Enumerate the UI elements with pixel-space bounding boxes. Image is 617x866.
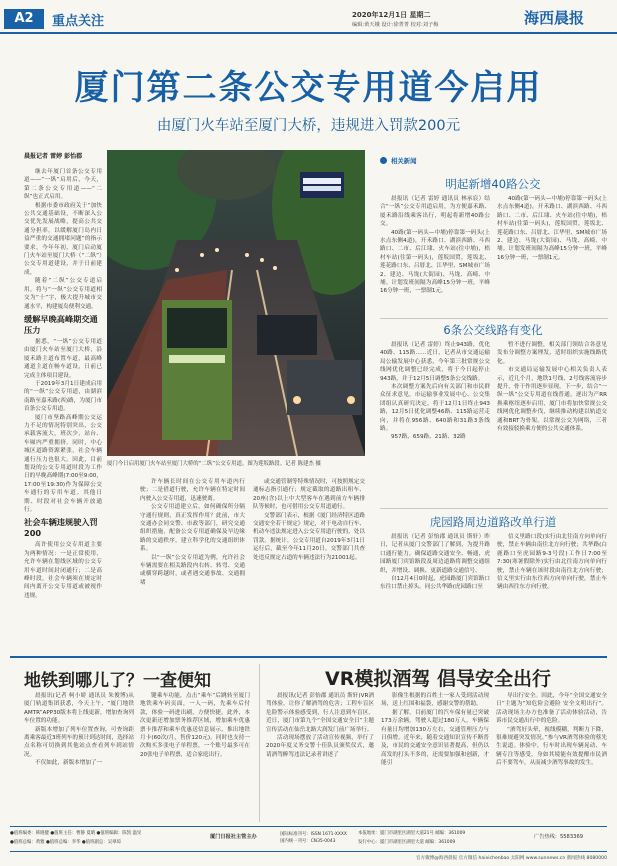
section-title: 重点关注 [52,14,105,29]
body-paragraph: 高许使用公交专用道主要为两种情况：一是正常使用，允许车辆在划线区域的公交专用车道时间封闭通行；二是高峰时段，社会车辆须在规定时间内离开公交专用道或被视作违规。 [24,542,102,599]
divider [380,508,608,509]
body-paragraph: 影像生根据的百姓士一家人受到活动现场，送上红围和福袋，感谢交警的帮助。 [381,693,489,708]
body-paragraph: 40路(第一码头—中埔)停靠第一码头(上水点东侧4道)，开禾路口、湖滨西路、斗西路口、二市、后江埭、火车站(往中埔)，梧村车站(往第一码头)，莲坂国贸，莲坂北、莲花路口东、吕厝北、江华里、SM城市广场2、建边、马垅(大街园)、马垅、高崎、中埔。计划发班间隔为高峰15分钟一班，平峰16分钟一班，一票制1元。 [497,196,607,261]
body-paragraph: 信义里路口段)实行由北往南方向单向行驶，禁止车辆由南往北方向行驶；共华路(白鹿路口至虎园路9-3号段)工作日7:00至7:30(寒暑假除外)实行由北往南方向单向行驶，禁止车辆在该时段由南往北方向行驶；信义里实行由东往西方向单向行驶，禁止车辆由西往东方向行驶。 [497,534,607,591]
body-paragraph: 暂不进行调整，相关部门领结合各意见发布分调整方案理发，适时组织实施线路优化。 [497,342,607,365]
body-paragraph: 厦门市坚路高峰期公交运力不足的情况特别突出，公交承载客流大，班次少，站台、车厢内严重拥挤。同时，中心城区道路资源紧张，社会车辆通行压力也很大。因此，目前划设的公交专用道时段为工作日的早晚高峰期(7:00至9:00，17:00至19:30)作为保障公交车通行的专用车道。其他日期、时段对社会车辆开放通行。 [24,414,102,514]
body-paragraph: 据悉，“一纵”公交专用道由厦门火车站至厦门大桥，沿厦禾路主道布置车道，最高峰通道主道在畅车道设，日前已完成主体项目建设。 [24,338,102,379]
header-rule [0,32,617,34]
body-paragraph: 交警部门表示，根据《厦门经济特区道路交通安全若干规定》规定，对于电动自行车、机动车违法规定进入公交专用道行驶的，处以罚款。据统计，公交专用道自2019年3月1日运行后，截至今年11月20日，交警部门共查处违反规定占道的车辆违法行为21001起。 [253,512,365,561]
body-paragraph: 公交专用道建立后，如何确保所分隔守通行规则，真正发挥作用？此前，市大交通办会同交警、市政等部门，研究交通组织措施，配备公交专用道确保及早边缘路的交通秩序，建立科学化的交通组织体系。 [140,504,245,553]
body-paragraph: 晨报讯（记者 彭怡郡 通讯员 斯轩）昨日，记者从厦门交警部门了解到，为提升路口通行能力，确保道路交通安全、畅通，虎园路厦门宾馆路段及周边道路将调整交通组织，并增设、调换、更新道路交通信号。 [380,534,490,574]
headline: 厦门第二条公交专用道今启用 [74,68,543,108]
page-header [0,0,617,34]
subhead: 缓解早晚高峰期交通压力 [24,313,98,335]
body-paragraph: 不仅如此，新版本增加了一 [35,760,103,767]
street-photo [107,150,365,456]
body-paragraph: 键乘车功能，点击“乘车”后跳转至厦门地铁乘车码页面，一人一码，先乘车后付款，体验一码进出刷，方便快捷。此外，本次更新还增加票务推荐区域，增加乘车优惠票卡推荐和乘车优惠送信息展示，推出地铁月卡(60次/月，售价120元)。同时也支持一次购买多张电子单程票，一个账号最多可在20张电子单程票，适合家庭出行。 [140,693,250,758]
main-column-4 [253,478,365,643]
body-paragraph: 晨报讯(记者 柯小娇 通讯员 朱俊博)从厦门轨道集团获悉，今天上午，“厦门地铁AMTR”APP30版本将上线更新，增加查询列车位置的功能。 [24,693,134,725]
imprint-footer [10,826,607,852]
main-column-1 [24,168,102,668]
side-story-1-col-b [497,195,607,315]
imprint-publisher: 厦门日报社主管主办 [210,834,257,840]
issue-date: 2020年12月1日 星期二 [352,11,431,19]
lead-paragraph: 随着“二纵”公交专道启用，将与“一纵”公交专用道相交为“十”字，极大提升城市交通水平，构建厦岛便利交通。 [24,278,102,310]
column-divider [259,664,260,822]
body-paragraph: 晨报讯（记者 雷婷）终止943路，优化40路、115路……近日，记者从市交通运输局公输发展中心获悉，今年第三批常规公交线网优化调整已经完成，将于今日起停止943路，并于12月5日调整5条公交线路。 [380,342,490,382]
side-story-title-2: 6条公交线路有变化 [443,323,543,337]
bottom-section-rule [10,656,607,658]
lead-paragraph: 继去年厦门首条公交专用道——“一纵”启用后，今天，第二条公交专用道——“二纵”也正式启用。 [24,169,102,201]
side-story-title-1: 明起新增40路公交 [445,177,541,191]
body-paragraph: 于2019年3月1日建成启用的“一纵”公交专用道，由湖滨南路至嘉禾路(西)路，为厦门市首条公交专用道。 [24,380,102,413]
body-paragraph: 导出行安全。因此，今年“全国交通安全日”主题为“知危险会避险 安全文明出行”。活动现场主办方也准备了活动体验活动，告诉市民交通出行中的危险。 [496,693,607,725]
side-story-2-col-a [380,341,490,501]
byline: 晨报记者 雷婷 彭怡郡 [24,153,83,160]
body-paragraph: 据了解，目前厦门的汽车保有量已突破173万余辆，驾驶人超过180万人，车辆保有量日均增加130万左右，交通管理压力与日俱增。近年来，随着交通知识宣传不断普及，市民的交通安全意识显著提高，但仍以高发的打头不多的，还需要加强和创新，才能引 [381,709,489,767]
lead-paragraph: 根据市委市政府关于“加快公共交通基础设，不断深入公交优先发展战略，提高公共交通分担率，以缓解厦门岛内日益严重的交通拥堵问题”的指示要求，今年年初，厦门启动厦门火车站至厦门大桥（“二纵”）公交专用道建设，并于日前建成。 [24,202,102,276]
imprint-distribution: 发行中心：厦门市湖里区湖里大道 邮编：361009 [358,840,456,845]
divider [380,318,608,319]
body-paragraph: 以“一纵”公交专用道为例，允许社会车辆需要在相关路段内右转、转弯、交通或横穿跨越时，或者遇交通事故、交通拥堵 [140,554,245,586]
body-paragraph: 本次调整方案先后向有关部门和市民群众征求意见，市运输事业发展中心、公交集团组认真研究决定，将于12月1日终止943路，12月5日优化调整46路、115路运营走向，并将在956路、640路和31路3条线路。 [380,384,490,433]
vr-story-col-b [381,692,489,820]
side-story-2-col-b [497,341,607,501]
headline-subtitle: 由厦门火车站至厦门大桥，违规进入罚款200元 [156,118,461,134]
night-bus-lane-illustration [107,150,365,456]
bottom-info-line: 官方微博@海西晨报 官方微信 haixichenbao 太阳网 www.sunnews.cn 新闻热线 8080000 [415,856,607,861]
related-news-label: 相关新闻 [391,156,417,165]
imprint-serial: 国际标准刊号：ISSN 1671-XXXX 国内统一刊号：CN35-0043 [280,832,347,844]
body-paragraph: 活动现场摆放了活动宣传视频，举行了2020年度义务交警十佳队员颁奖仪式，邀请酒驾醉驾违法记录者讲述了 [266,735,374,758]
body-paragraph: 957路、659路、21路、32路 [391,434,466,441]
vr-story-col-a [266,692,374,820]
editor-credits: 编辑:黄天娥 设计:徐菁菁 校对:刘子梅 [352,22,439,28]
body-paragraph: 新版本增加了列车位置查询，可查询距离乘客最近3班列车的预计到达时间，选择站点名称可切换到其他站点查看列车到站情况。 [24,726,134,758]
vr-story-title: VR模拟酒驾 倡导安全出行 [325,668,551,690]
body-paragraph: “酒驾好头晕，视线模糊，判断力下降，很难规避突发情况。”参与VR酒驾体验的蔡先生说道。体验中，行车时出现车辆晃动、车辆专注等感受，身如其境能有效提醒市民酒后不要驾车，从而减少酒驾事故的发生。 [496,726,607,767]
metro-story-title: 地铁到哪儿了？一查便知 [24,671,211,691]
metro-story-col-a [24,692,134,820]
subhead: 社会车辆违规驶入罚200 [24,517,98,539]
body-paragraph: 或交通管制等特殊情况时，可按照规定交通标志指引通行；规定截取的道路出租车、20座(含)以上中大型客车在遇到前方车辆排队等候时，也可借用公交专用道通行。 [253,479,365,511]
body-paragraph: 40路(第一码头—中埔)停靠第一码头(上水点东侧4道)，开禾路口、湖滨西路、斗西路口、二市、后江埭、火车站(往中埔)，梧村车站(往第一码头)，莲坂国贸，莲坂北、莲花路口东、吕厝北、江华里、SM城市广场2、建边、马垅(大街园)、马垅、高崎、中埔。计划发班间隔为高峰15分钟一班，平峰16分钟一班，一票制1元。 [380,229,490,295]
masthead-logo: 海西晨报 [524,9,585,27]
body-paragraph: 晨报讯（记者 雷婷 通讯员 林承宸）结合“一纵”公交专用道启用，为方便嘉禾路、厦禾路沿线乘客出行，明起将新增40路公交。 [380,196,490,228]
imprint-duty-chiefs: ●值班总编：黄雅 ●值班总编：李华 ●值班副总：吴翠琼 [10,840,121,845]
photo-caption: 厦门今日启用厦门火车站至厦门大桥的“二纵”公交专用道。图为莲坂路段。记者 陈建杰 摄 [107,461,321,467]
metro-story-col-b [140,692,250,820]
side-story-3-col-b [497,533,607,651]
related-news-tag [380,154,417,166]
imprint-duty-editors: ●值班编委：韩晓健 ●值班主任：曹静 夏晴 ●值班编辑：陈凯 温旻 [10,831,142,836]
body-paragraph: 许车辆长时间在公交专用车道内行驶；二是借道行驶，允许车辆在特定时间内驶入公交专用道，迅速驶离。 [140,479,245,502]
side-story-1-col-a [380,195,490,315]
side-story-title-3: 虎园路周边道路改单行道 [429,515,557,529]
vr-story-col-c [496,692,607,820]
bullet-icon [380,157,387,164]
body-paragraph: 自12月4日0时起，虎园路厦门宾馆路口东往口禁止掉头。同公共华路(虎园路口至 [380,576,490,591]
body-paragraph: 晨报讯(记者 彭怡郡 通讯员 斯轩)VR酒驾体验，让你了解酒驾的危害；工程车盲区危险警示体验感受到，行人注意到车盲区。近日，厦门市第九个“全国交通安全日”主题宣传活动在仙岳北路大润发门前广场举行。 [266,693,374,733]
main-column-3 [140,478,245,643]
page-tag: A2 [4,9,44,29]
imprint-ad-hotline: 广告热线：5583369 [534,834,584,840]
imprint-address: 本报地址：厦门市湖里区湖里大道21号 邮编：361009 [358,831,466,836]
side-story-3-col-a [380,533,490,651]
body-paragraph: 市交通局运输发展中心相关负责人表示，近几个月，地铁1号线、2号线客流容步提升，骨干作用逐步显现。下一步，结合“一纵一纵”公交专用道在线普通，逐出为产RR换乘枢纽逐步启用，厦门市将加快常规公交线网优化调整步伐，继续推动构建以轨道交通和BRT为骨架，以常规公交为网络，三者有效接驳换乘方便的公共交通体系。 [497,367,607,433]
